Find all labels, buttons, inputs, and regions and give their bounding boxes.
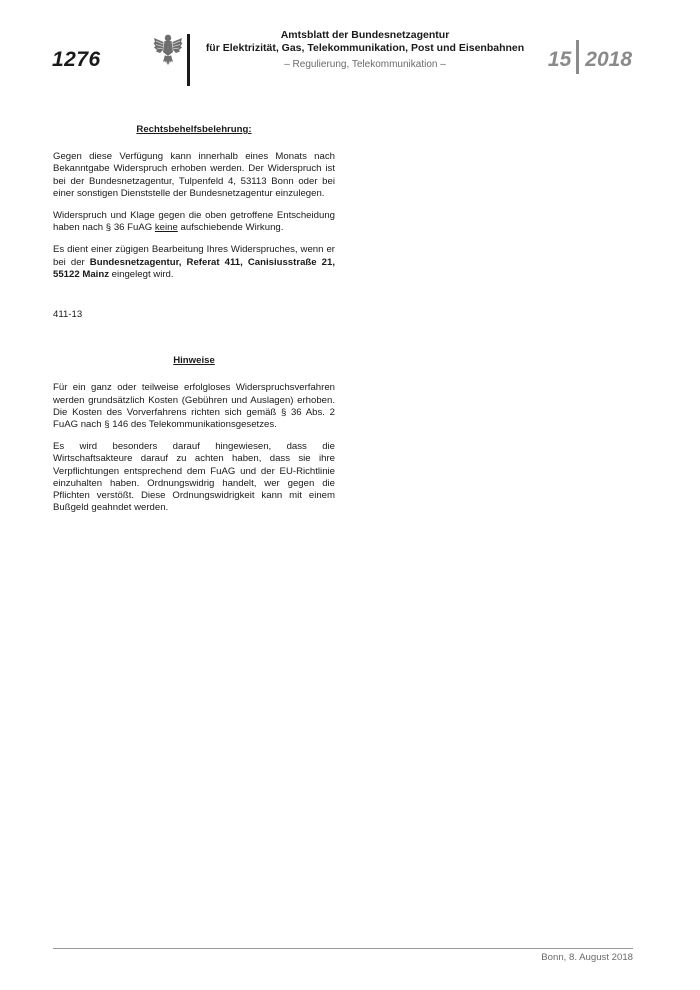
- page-number: 1276: [52, 48, 101, 71]
- paragraph: [53, 244, 335, 281]
- text-span: eingelegt wird.: [109, 268, 174, 280]
- reference-number: 411-13: [53, 309, 83, 321]
- masthead-line1: Amtsblatt der Bundesnetzagentur: [280, 29, 450, 41]
- header-divider-bar: [187, 34, 190, 86]
- section-heading-rechtsbehelf: Rechtsbehelfsbelehrung:: [136, 124, 252, 135]
- issue-label: [548, 46, 632, 74]
- text-span: aufschiebende Wirkung.: [177, 222, 284, 234]
- text-span: Es dient einer zügigen Bearbeitung Ihres Widerspruches, wenn er bei der: [53, 244, 335, 268]
- federal-eagle-icon: [152, 32, 184, 66]
- underlined-text: keine: [154, 222, 178, 234]
- issue-number: 15: [547, 48, 572, 71]
- issue-year: 2018: [585, 48, 632, 71]
- paragraph: [53, 210, 335, 234]
- issue-separator: [576, 40, 579, 74]
- footer-place-date: Bonn, 8. August 2018: [541, 952, 633, 963]
- masthead-line2: für Elektrizität, Gas, Telekommunikation, Post und Eisenbahnen: [205, 41, 525, 54]
- footer-divider: [53, 948, 633, 949]
- masthead-subtitle: – Regulierung, Telekommunikation –: [284, 59, 446, 70]
- paragraph: Für ein ganz oder teilweise erfolgloses Widerspruchsverfahren werden grundsätzlich Kosten (Gebühren und Auslagen) erhoben. Die Kosten des Vorverfahrens richten sich gemäß § 36 Abs. 2 FuAG nach § 146 des Telekommunikationsgesetzes.: [53, 382, 335, 431]
- bold-address: Bundesnetzagentur, Referat 411, Canisiusstraße 21, 55122 Mainz: [53, 256, 335, 280]
- paragraph: Es wird besonders darauf hingewiesen, dass die Wirtschaftsakteure darauf zu achten haben, dass sie ihre Verpflichtungen entsprechend dem FuAG und der EU-Richtlinie einzuhalten haben. Ordnungswidrig handelt, wer gegen die Pflichten verstößt. Diese Ordnungswidrigkeit kann mit einem Bußgeld geahndet werden.: [53, 441, 335, 514]
- masthead: [200, 29, 530, 54]
- main-content: [53, 124, 335, 524]
- paragraph: Gegen diese Verfügung kann innerhalb eines Monats nach Bekanntgabe Widerspruch erhoben werden. Der Widerspruch ist bei der Bundesnetzagentur, Tulpenfeld 4, 53113 Bonn oder bei einer sonstigen Dienststelle der Bundesnetzagentur einzulegen.: [53, 151, 335, 199]
- section-heading-hinweise: Hinweise: [173, 355, 215, 367]
- text-span: Widerspruch und Klage gegen die oben getroffene Entscheidung haben nach § 36 FuAG: [53, 210, 335, 234]
